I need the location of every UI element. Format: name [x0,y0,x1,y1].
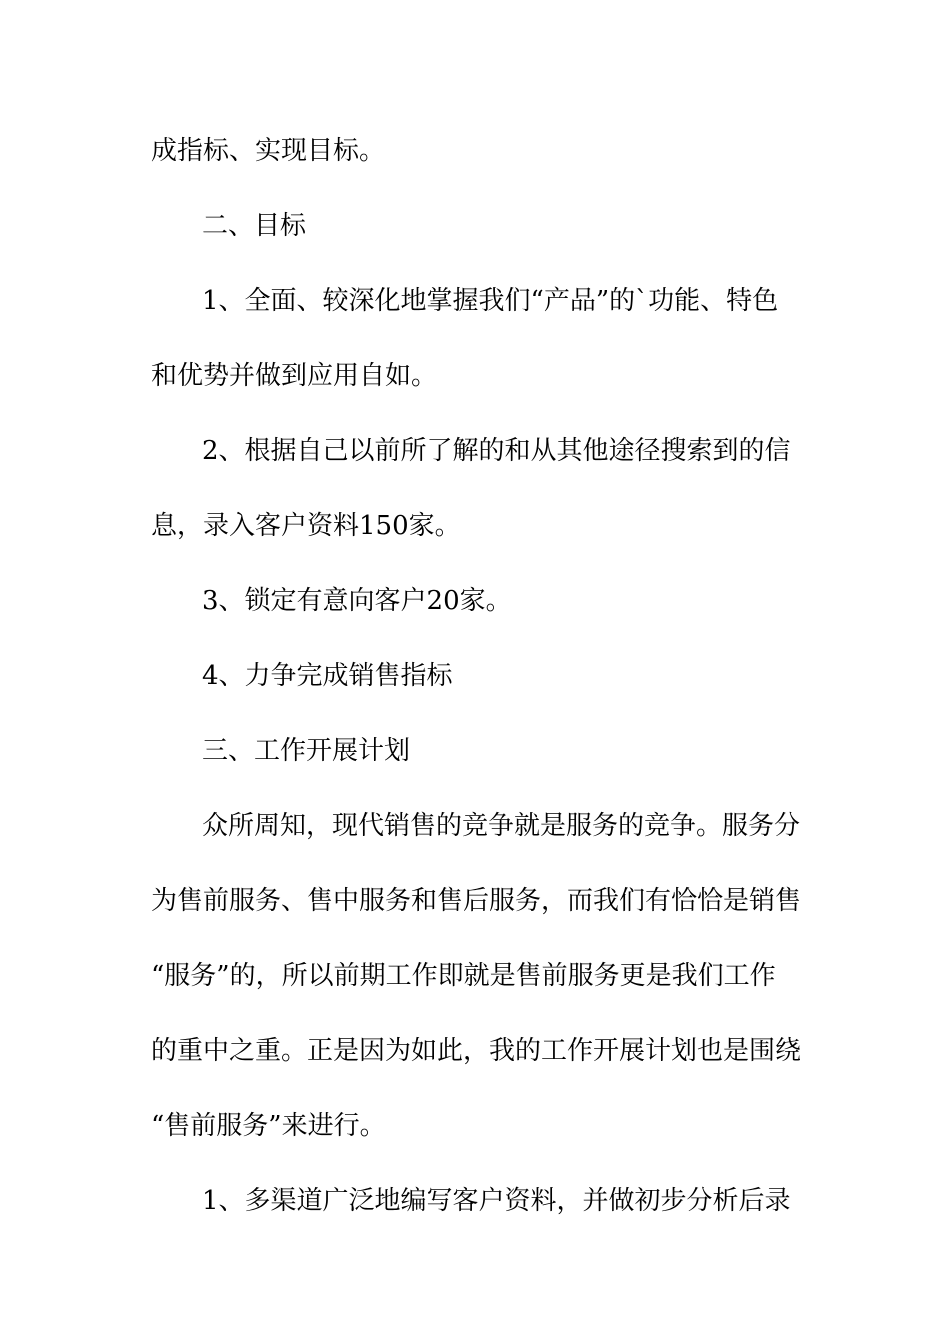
goal-item-2-line-1: 2、根据自己以前所了解的和从其他途径搜索到的信 [202,436,791,466]
goal-item-1-line-1: 1、全面、较深化地掌握我们“产品”的`功能、特色 [202,286,779,316]
paragraph-line-5: “售前服务”来进行。 [151,1111,386,1141]
goal-item-3: 3、锁定有意向客户20家。 [202,586,512,616]
section-heading-work-plan: 三、工作开展计划 [202,736,411,766]
paragraph-line-1: 众所周知，现代销售的竞争就是服务的竞争。服务分 [202,811,801,841]
paragraph-line-4: 的重中之重。正是因为如此，我的工作开展计划也是围绕 [151,1036,802,1066]
plan-item-1-line-1: 1、多渠道广泛地编写客户资料，并做初步分析后录 [202,1186,791,1216]
paragraph-line-2: 为售前服务、售中服务和售后服务，而我们有恰恰是销售 [151,886,802,916]
goal-item-1-line-2: 和优势并做到应用自如。 [151,361,438,391]
paragraph-line-3: “服务”的，所以前期工作即就是售前服务更是我们工作 [151,961,776,991]
section-heading-goals: 二、目标 [202,211,307,241]
text-line-continuation: 成指标、实现目标。 [151,136,386,166]
goal-item-2-line-2: 息，录入客户资料150家。 [151,511,461,541]
goal-item-4: 4、力争完成销售指标 [202,661,453,691]
